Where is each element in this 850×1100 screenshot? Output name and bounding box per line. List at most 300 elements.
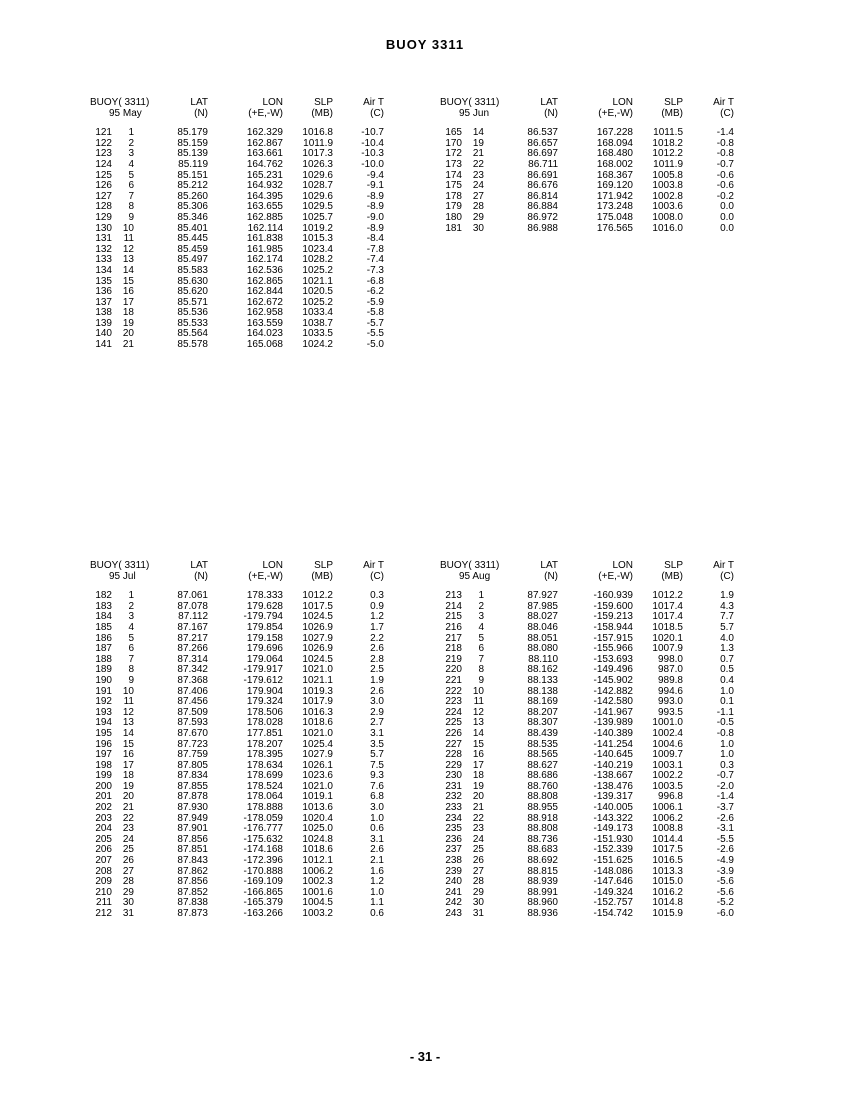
page-title: BUOY 3311 bbox=[385, 37, 465, 52]
day-of-year: 221 bbox=[445, 674, 462, 686]
slp-value: 1013.3 bbox=[652, 865, 683, 877]
lat-value: 88.110 bbox=[528, 653, 558, 665]
table-units-row bbox=[82, 109, 402, 120]
day: 14 bbox=[472, 727, 484, 739]
lat-value: 87.266 bbox=[177, 643, 208, 655]
airt-value: 6.8 bbox=[370, 791, 384, 803]
airt-value: -5.7 bbox=[366, 317, 384, 329]
lat-header: LAT bbox=[190, 560, 208, 571]
lat-value: 86.711 bbox=[528, 158, 558, 170]
lon-value: -155.966 bbox=[593, 643, 633, 655]
lat-value: 85.179 bbox=[177, 127, 208, 139]
lat-value: 87.851 bbox=[177, 844, 208, 856]
day: 23 bbox=[122, 823, 134, 835]
slp-value: 1018.2 bbox=[652, 137, 683, 149]
day: 5 bbox=[478, 632, 484, 644]
slp-value: 1008.8 bbox=[652, 823, 683, 835]
lon-value: -139.989 bbox=[593, 717, 633, 729]
airt-unit: (C) bbox=[370, 107, 384, 119]
airt-value: 5.7 bbox=[370, 749, 384, 761]
day-of-year: 182 bbox=[95, 590, 112, 602]
lat-value: 86.884 bbox=[527, 201, 558, 213]
slp-value: 987.0 bbox=[657, 664, 683, 676]
day-of-year: 185 bbox=[95, 621, 112, 633]
lat-value: 87.078 bbox=[177, 600, 208, 612]
airt-value: -1.1 bbox=[716, 706, 734, 718]
slp-value: 1025.2 bbox=[302, 296, 333, 308]
day: 2 bbox=[128, 137, 134, 149]
lon-value: -165.379 bbox=[243, 897, 283, 909]
lon-value: -143.322 bbox=[593, 812, 633, 824]
lat-value: 88.051 bbox=[527, 632, 558, 644]
day: 21 bbox=[472, 802, 484, 814]
lon-value: 178.395 bbox=[246, 749, 283, 761]
day-of-year: 232 bbox=[445, 791, 462, 803]
lon-value: 164.395 bbox=[246, 190, 283, 202]
day: 3 bbox=[478, 611, 484, 623]
airt-value: 2.7 bbox=[370, 717, 384, 729]
day-of-year: 198 bbox=[95, 759, 112, 771]
slp-value: 1021.1 bbox=[302, 674, 333, 686]
lon-value: 163.661 bbox=[246, 148, 283, 160]
slp-value: 1003.5 bbox=[652, 780, 683, 792]
table-row bbox=[82, 340, 402, 351]
slp-value: 1020.5 bbox=[302, 286, 333, 298]
day: 20 bbox=[122, 328, 134, 340]
lon-value: -140.005 bbox=[593, 802, 633, 814]
day-of-year: 242 bbox=[445, 897, 462, 909]
airt-value: 0.3 bbox=[370, 590, 384, 602]
day: 29 bbox=[122, 886, 134, 898]
lat-value: 88.080 bbox=[527, 643, 558, 655]
slp-value: 1019.2 bbox=[302, 222, 333, 234]
slp-value: 1017.5 bbox=[652, 844, 683, 856]
airt-value: 1.0 bbox=[720, 749, 734, 761]
airt-value: -1.4 bbox=[716, 791, 734, 803]
lat-value: 87.852 bbox=[177, 886, 208, 898]
day: 5 bbox=[128, 632, 134, 644]
airt-value: -5.0 bbox=[366, 339, 384, 351]
lat-value: 87.856 bbox=[177, 876, 208, 888]
day-of-year: 235 bbox=[445, 823, 462, 835]
day-of-year: 124 bbox=[95, 158, 112, 170]
lat-value: 87.167 bbox=[177, 621, 208, 633]
lon-value: -159.213 bbox=[593, 611, 633, 623]
day: 30 bbox=[472, 222, 484, 234]
day: 2 bbox=[128, 600, 134, 612]
slp-value: 1017.4 bbox=[652, 600, 683, 612]
airt-value: 7.7 bbox=[720, 611, 734, 623]
airt-value: 2.6 bbox=[370, 685, 384, 697]
slp-value: 1021.1 bbox=[302, 275, 333, 287]
airt-value: 3.1 bbox=[370, 727, 384, 739]
lon-value: 161.985 bbox=[246, 243, 283, 255]
lon-value: 168.367 bbox=[596, 169, 633, 181]
day: 17 bbox=[122, 759, 134, 771]
day: 22 bbox=[122, 812, 134, 824]
airt-value: 1.1 bbox=[370, 897, 384, 909]
lon-value: -141.967 bbox=[593, 706, 633, 718]
airt-value: 1.0 bbox=[720, 738, 734, 750]
lat-value: 87.949 bbox=[177, 812, 208, 824]
day-of-year: 165 bbox=[445, 127, 462, 139]
airt-value: 0.0 bbox=[720, 201, 734, 213]
lon-value: -140.219 bbox=[593, 759, 633, 771]
lat-value: 86.988 bbox=[527, 222, 558, 234]
day: 6 bbox=[128, 180, 134, 192]
lat-value: 86.814 bbox=[527, 190, 558, 202]
day-of-year: 223 bbox=[445, 696, 462, 708]
day: 22 bbox=[472, 158, 484, 170]
lon-value: 179.324 bbox=[246, 696, 283, 708]
table-units-row bbox=[432, 572, 752, 583]
slp-value: 1021.0 bbox=[302, 727, 333, 739]
lat-value: 87.862 bbox=[177, 865, 208, 877]
airt-value: 0.5 bbox=[720, 664, 734, 676]
slp-value: 1033.5 bbox=[302, 328, 333, 340]
table-row bbox=[432, 729, 752, 740]
day: 4 bbox=[128, 158, 134, 170]
lat-value: 87.873 bbox=[177, 908, 208, 919]
month-label: 95 Aug bbox=[459, 570, 491, 582]
slp-value: 1002.4 bbox=[652, 727, 683, 739]
day-of-year: 234 bbox=[445, 812, 462, 824]
lat-value: 88.960 bbox=[527, 897, 558, 909]
airt-value: -10.7 bbox=[361, 127, 384, 139]
slp-value: 1024.8 bbox=[302, 833, 333, 845]
lon-header: LON bbox=[262, 560, 283, 571]
day-of-year: 205 bbox=[95, 833, 112, 845]
table-row bbox=[432, 909, 752, 920]
airt-value: 3.1 bbox=[370, 833, 384, 845]
table-header-row bbox=[82, 561, 402, 572]
airt-value: -1.4 bbox=[716, 127, 734, 139]
day-of-year: 218 bbox=[445, 643, 462, 655]
day: 9 bbox=[478, 674, 484, 686]
lon-value: 162.885 bbox=[246, 211, 283, 223]
airt-value: -6.8 bbox=[366, 275, 384, 287]
slp-value: 1023.6 bbox=[302, 770, 333, 782]
lon-value: 168.094 bbox=[596, 137, 633, 149]
lon-value: 167.228 bbox=[596, 127, 633, 139]
lat-value: 85.260 bbox=[177, 190, 208, 202]
airt-value: 3.0 bbox=[370, 696, 384, 708]
lon-value: -142.580 bbox=[593, 696, 633, 708]
slp-value: 1006.2 bbox=[652, 812, 683, 824]
lat-value: 88.683 bbox=[527, 844, 558, 856]
lat-value: 85.564 bbox=[177, 328, 208, 340]
slp-value: 1025.4 bbox=[302, 738, 333, 750]
lon-value: 178.634 bbox=[246, 759, 283, 771]
airt-value: -5.6 bbox=[716, 886, 734, 898]
airt-value: -0.6 bbox=[716, 169, 734, 181]
day: 8 bbox=[128, 201, 134, 213]
lat-value: 88.760 bbox=[527, 780, 558, 792]
airt-value: 1.9 bbox=[720, 590, 734, 602]
slp-value: 1017.4 bbox=[652, 611, 683, 623]
airt-value: 0.4 bbox=[720, 674, 734, 686]
day-of-year: 217 bbox=[445, 632, 462, 644]
day-of-year: 241 bbox=[445, 886, 462, 898]
airt-value: 1.6 bbox=[370, 865, 384, 877]
slp-value: 1013.6 bbox=[302, 802, 333, 814]
slp-value: 989.8 bbox=[657, 674, 683, 686]
lat-value: 88.169 bbox=[527, 696, 558, 708]
lon-value: -159.600 bbox=[593, 600, 633, 612]
slp-value: 1007.9 bbox=[652, 643, 683, 655]
airt-value: 1.9 bbox=[370, 674, 384, 686]
slp-value: 1025.7 bbox=[302, 211, 333, 223]
lat-header: LAT bbox=[190, 97, 208, 108]
day-of-year: 183 bbox=[95, 600, 112, 612]
day-of-year: 127 bbox=[95, 190, 112, 202]
slp-value: 1038.7 bbox=[302, 317, 333, 329]
airt-value: 1.0 bbox=[370, 886, 384, 898]
day: 12 bbox=[472, 706, 484, 718]
table-row bbox=[82, 623, 402, 634]
slp-header: SLP bbox=[664, 97, 683, 108]
airt-value: -8.9 bbox=[366, 190, 384, 202]
day-of-year: 180 bbox=[445, 211, 462, 223]
day-of-year: 201 bbox=[95, 791, 112, 803]
airt-value: -3.7 bbox=[716, 802, 734, 814]
lat-value: 86.691 bbox=[527, 169, 558, 181]
lat-value: 86.697 bbox=[527, 148, 558, 160]
month-label: 95 Jul bbox=[109, 570, 136, 582]
airt-value: -5.8 bbox=[366, 307, 384, 319]
lon-value: -140.645 bbox=[593, 749, 633, 761]
airt-value: -3.9 bbox=[716, 865, 734, 877]
day-of-year: 199 bbox=[95, 770, 112, 782]
day-of-year: 227 bbox=[445, 738, 462, 750]
airt-value: 3.5 bbox=[370, 738, 384, 750]
lat-value: 87.805 bbox=[177, 759, 208, 771]
day: 21 bbox=[472, 148, 484, 160]
day: 28 bbox=[122, 876, 134, 888]
slp-value: 1020.1 bbox=[652, 632, 683, 644]
day: 20 bbox=[472, 791, 484, 803]
day: 28 bbox=[472, 876, 484, 888]
day-of-year: 209 bbox=[95, 876, 112, 888]
slp-value: 1021.0 bbox=[302, 664, 333, 676]
lon-value: 162.672 bbox=[246, 296, 283, 308]
day-of-year: 243 bbox=[445, 908, 462, 919]
day-of-year: 132 bbox=[95, 243, 112, 255]
slp-value: 1016.5 bbox=[652, 855, 683, 867]
lon-value: 178.333 bbox=[246, 590, 283, 602]
lon-value: -138.476 bbox=[593, 780, 633, 792]
slp-value: 1006.2 bbox=[302, 865, 333, 877]
day: 22 bbox=[472, 812, 484, 824]
lon-value: -163.266 bbox=[243, 908, 283, 919]
table-header-row bbox=[432, 561, 752, 572]
day: 23 bbox=[472, 823, 484, 835]
slp-value: 1011.9 bbox=[653, 158, 683, 170]
day: 17 bbox=[122, 296, 134, 308]
lat-value: 88.162 bbox=[527, 664, 558, 676]
lat-value: 85.139 bbox=[177, 148, 208, 160]
lon-value: -176.777 bbox=[243, 823, 283, 835]
lat-value: 87.855 bbox=[177, 780, 208, 792]
slp-value: 1014.4 bbox=[652, 833, 683, 845]
airt-value: -3.1 bbox=[716, 823, 734, 835]
lat-value: 88.815 bbox=[527, 865, 558, 877]
day-of-year: 135 bbox=[95, 275, 112, 287]
lon-value: -149.324 bbox=[593, 886, 633, 898]
day-of-year: 238 bbox=[445, 855, 462, 867]
day-of-year: 222 bbox=[445, 685, 462, 697]
airt-value: -8.9 bbox=[366, 222, 384, 234]
airt-value: -0.8 bbox=[716, 137, 734, 149]
slp-value: 998.0 bbox=[657, 653, 683, 665]
day-of-year: 181 bbox=[445, 222, 462, 234]
day-of-year: 184 bbox=[95, 611, 112, 623]
day: 9 bbox=[128, 674, 134, 686]
day-of-year: 215 bbox=[445, 611, 462, 623]
day: 25 bbox=[472, 844, 484, 856]
slp-value: 1012.2 bbox=[652, 590, 683, 602]
lon-value: -170.888 bbox=[243, 865, 283, 877]
lon-value: 168.480 bbox=[596, 148, 633, 160]
airt-value: 0.0 bbox=[720, 211, 734, 223]
day: 1 bbox=[478, 590, 484, 602]
airt-value: -10.3 bbox=[361, 148, 384, 160]
day-of-year: 200 bbox=[95, 780, 112, 792]
slp-value: 1016.0 bbox=[652, 222, 683, 234]
slp-value: 1026.9 bbox=[302, 621, 333, 633]
airt-value: -10.0 bbox=[361, 158, 384, 170]
day: 29 bbox=[472, 886, 484, 898]
lat-value: 88.686 bbox=[527, 770, 558, 782]
lat-value: 87.456 bbox=[177, 696, 208, 708]
day: 31 bbox=[472, 908, 484, 919]
day-of-year: 186 bbox=[95, 632, 112, 644]
day: 15 bbox=[122, 275, 134, 287]
slp-value: 1002.2 bbox=[652, 770, 683, 782]
day: 30 bbox=[122, 897, 134, 909]
airt-value: 9.3 bbox=[370, 770, 384, 782]
lon-value: -142.882 bbox=[593, 685, 633, 697]
lat-value: 87.856 bbox=[177, 833, 208, 845]
lat-value: 87.985 bbox=[527, 600, 558, 612]
day-of-year: 130 bbox=[95, 222, 112, 234]
airt-value: 4.0 bbox=[720, 632, 734, 644]
slp-value: 996.8 bbox=[657, 791, 683, 803]
airt-value: -9.0 bbox=[366, 211, 384, 223]
lon-value: -141.254 bbox=[593, 738, 633, 750]
lon-value: 179.904 bbox=[246, 685, 283, 697]
lat-value: 88.133 bbox=[527, 674, 558, 686]
day-of-year: 211 bbox=[96, 897, 112, 909]
slp-value: 993.0 bbox=[657, 696, 683, 708]
lat-value: 85.578 bbox=[177, 339, 208, 351]
slp-value: 1004.6 bbox=[652, 738, 683, 750]
lat-value: 87.217 bbox=[177, 632, 208, 644]
lon-value: -175.632 bbox=[243, 833, 283, 845]
day: 4 bbox=[128, 621, 134, 633]
lat-value: 88.565 bbox=[527, 749, 558, 761]
lon-value: -172.396 bbox=[243, 855, 283, 867]
slp-value: 1028.2 bbox=[302, 254, 333, 266]
lon-unit: (+E,-W) bbox=[598, 570, 633, 582]
day-of-year: 214 bbox=[445, 600, 462, 612]
day: 14 bbox=[122, 727, 134, 739]
slp-value: 1029.6 bbox=[302, 190, 333, 202]
slp-value: 1025.0 bbox=[302, 823, 333, 835]
day: 27 bbox=[472, 865, 484, 877]
slp-value: 1016.3 bbox=[302, 706, 333, 718]
lon-value: -179.917 bbox=[243, 664, 283, 676]
airt-value: 4.3 bbox=[720, 600, 734, 612]
day: 11 bbox=[123, 696, 134, 708]
day: 16 bbox=[472, 749, 484, 761]
airt-value: 1.3 bbox=[720, 643, 734, 655]
slp-value: 1017.5 bbox=[302, 600, 333, 612]
day: 19 bbox=[472, 780, 484, 792]
day: 23 bbox=[472, 169, 484, 181]
lat-value: 88.027 bbox=[527, 611, 558, 623]
airt-value: -2.6 bbox=[716, 812, 734, 824]
slp-value: 1012.2 bbox=[652, 148, 683, 160]
table-may bbox=[82, 98, 402, 351]
table-aug bbox=[432, 561, 752, 920]
table-header-row bbox=[82, 98, 402, 109]
lat-value: 87.834 bbox=[177, 770, 208, 782]
slp-unit: (MB) bbox=[661, 570, 683, 582]
table-units-row bbox=[82, 572, 402, 583]
day-of-year: 136 bbox=[95, 286, 112, 298]
airt-value: 7.6 bbox=[370, 780, 384, 792]
day-of-year: 229 bbox=[445, 759, 462, 771]
slp-value: 1008.0 bbox=[652, 211, 683, 223]
lon-value: 171.942 bbox=[596, 190, 633, 202]
day-of-year: 193 bbox=[95, 706, 112, 718]
day: 12 bbox=[122, 706, 134, 718]
airt-value: 2.6 bbox=[370, 643, 384, 655]
airt-value: 2.6 bbox=[370, 844, 384, 856]
day-of-year: 140 bbox=[95, 328, 112, 340]
lon-value: -158.944 bbox=[593, 621, 633, 633]
lat-value: 87.368 bbox=[177, 674, 208, 686]
day-of-year: 236 bbox=[445, 833, 462, 845]
table-row bbox=[432, 160, 752, 171]
lat-value: 85.497 bbox=[177, 254, 208, 266]
day: 7 bbox=[128, 653, 134, 665]
slp-value: 1023.4 bbox=[302, 243, 333, 255]
lat-value: 85.630 bbox=[177, 275, 208, 287]
day-of-year: 194 bbox=[95, 717, 112, 729]
day-of-year: 125 bbox=[95, 169, 112, 181]
lon-value: 173.248 bbox=[596, 201, 633, 213]
day: 24 bbox=[472, 833, 484, 845]
day: 2 bbox=[478, 600, 484, 612]
lat-value: 85.620 bbox=[177, 286, 208, 298]
day: 3 bbox=[128, 611, 134, 623]
slp-value: 1004.5 bbox=[302, 897, 333, 909]
day: 6 bbox=[478, 643, 484, 655]
day: 21 bbox=[122, 802, 134, 814]
airt-value: -5.9 bbox=[366, 296, 384, 308]
lat-value: 86.537 bbox=[527, 127, 558, 139]
slp-value: 1003.8 bbox=[652, 180, 683, 192]
table-row bbox=[432, 213, 752, 224]
day-of-year: 174 bbox=[445, 169, 462, 181]
table-row bbox=[432, 224, 752, 235]
day: 4 bbox=[478, 621, 484, 633]
month-label: 95 Jun bbox=[459, 107, 490, 119]
lon-value: 179.696 bbox=[246, 643, 283, 655]
airt-value: 0.6 bbox=[370, 908, 384, 919]
